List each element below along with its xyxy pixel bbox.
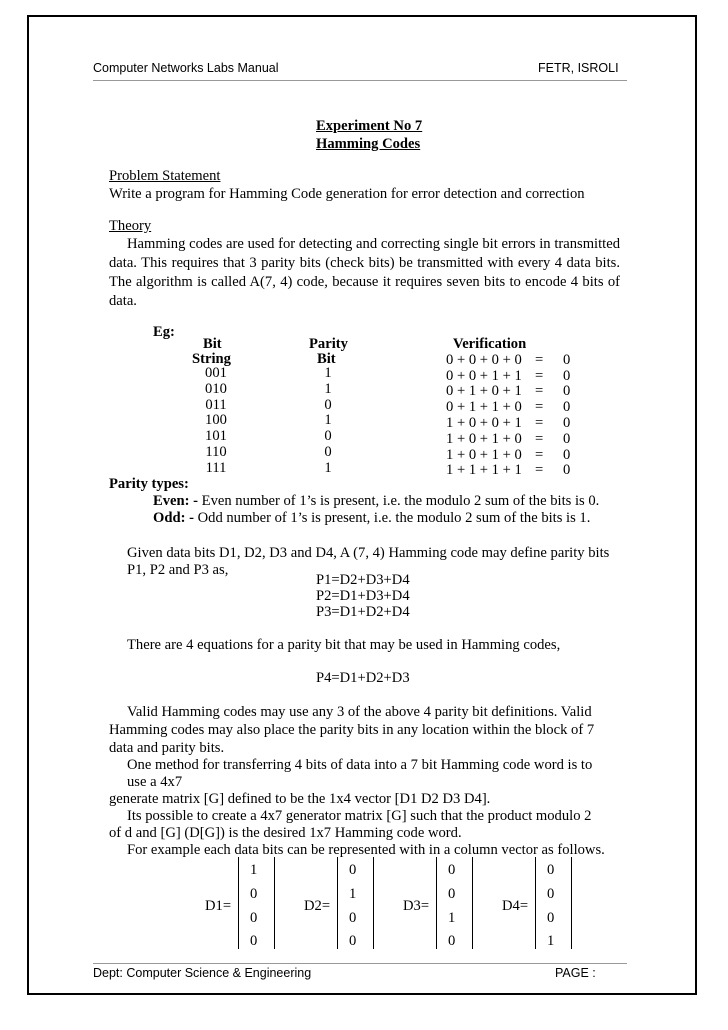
verification-equals: = [535, 383, 544, 400]
vector-right-bracket [472, 857, 473, 949]
verification-result: 0 [563, 446, 571, 463]
footer-page: PAGE : [555, 966, 596, 980]
vector-entry: 1 [250, 862, 258, 878]
parity-cell: 0 [324, 428, 332, 445]
verification-expression: 1 + 0 + 0 + 1 [446, 415, 522, 431]
equation-p4: P4=D1+D2+D3 [316, 670, 410, 686]
parity-cell: 0 [324, 396, 332, 413]
vector-entry: 0 [448, 933, 456, 949]
verification-expression: 0 + 0 + 0 + 0 [446, 351, 522, 368]
problem-text: Write a program for Hamming Code generation for error detection and correction [109, 186, 585, 202]
header-title: Computer Networks Labs Manual [93, 61, 279, 75]
verification-result: 0 [563, 367, 571, 384]
experiment-title: Hamming Codes [316, 136, 421, 152]
verification-result: 0 [563, 399, 571, 416]
valid-line-8: of d and [G] (D[G]) is the desired 1x7 Hamming code word. [109, 825, 462, 841]
verification-expression: 1 + 1 + 1 + 1 [446, 462, 522, 479]
verification-expression: 0 + 1 + 1 + 0 [446, 399, 522, 416]
experiment-number: Experiment No 7 [316, 118, 423, 134]
verification-result: 0 [563, 462, 571, 479]
verification-equals: = [535, 446, 544, 463]
valid-line-4: One method for transferring 4 bits of data into a 7 bit Hamming code word is to [127, 757, 593, 773]
vector-right-bracket [274, 857, 275, 949]
parity-cell: 0 [324, 443, 332, 460]
verification-expression: 1 + 0 + 1 + 0 [446, 446, 522, 463]
vector-entry: 0 [448, 886, 456, 902]
verification-expression: 0 + 1 + 0 + 1 [446, 383, 522, 400]
vector-entry: 0 [250, 886, 258, 902]
parity-even-line [153, 492, 599, 510]
verification-result: 0 [563, 415, 571, 431]
verification-expression: 1 + 0 + 1 + 0 [446, 430, 522, 447]
theory-paragraph [109, 235, 620, 311]
equation-p2: P2=D1+D3+D4 [316, 588, 410, 604]
vector-right-bracket [373, 857, 374, 949]
vector-entry: 0 [448, 862, 456, 878]
parity-odd-label: Odd: - [153, 510, 194, 526]
vector-entry: 0 [349, 862, 357, 878]
verification-result: 0 [563, 430, 571, 447]
vector-entry: 0 [547, 862, 555, 878]
vector-entry: 1 [349, 886, 357, 902]
verification-equals: = [535, 430, 544, 447]
vector-entry: 0 [250, 933, 258, 949]
vector-entry: 0 [349, 910, 357, 926]
col-header-parity: Parity [309, 336, 348, 352]
verification-equals: = [535, 399, 544, 416]
header-rule [93, 80, 627, 81]
bits-cell: 001 [205, 365, 227, 381]
vector-left-bracket [238, 857, 239, 949]
parity-column [318, 366, 338, 477]
vector-left-bracket [436, 857, 437, 949]
bits-cell: 100 [205, 412, 227, 429]
vector-entry: 0 [547, 910, 555, 926]
parity-odd-line [153, 509, 590, 527]
vector-label: D3= [403, 898, 430, 914]
footer-department: Dept: Computer Science & Engineering [93, 966, 312, 980]
equation-p3: P3=D1+D2+D4 [316, 604, 410, 620]
vector-entry: 0 [349, 933, 357, 949]
valid-line-9: For example each data bits can be represented with in a column vector as follows. [127, 842, 605, 858]
valid-line-7: Its possible to create a 4x7 generator matrix [G] such that the product modulo 2 [127, 808, 592, 824]
parity-cell: 1 [324, 365, 332, 381]
vector-right-bracket [571, 857, 572, 949]
verification-result: 0 [563, 351, 571, 368]
col-header-parity-bit: Bit [317, 351, 336, 367]
valid-line-3: data and parity bits. [109, 740, 225, 756]
vector-label: D1= [205, 898, 232, 914]
theory-heading: Theory [109, 218, 152, 234]
vector-label: D4= [502, 898, 529, 914]
footer-rule [93, 963, 627, 964]
parity-cell: 1 [324, 412, 332, 429]
given-line-1: Given data bits D1, D2, D3 and D4, A (7, 4) Hamming code may define parity bits [127, 545, 610, 561]
parity-odd-text: Odd number of 1’s is present, i.e. the modulo 2 sum of the bits is 1. [193, 510, 591, 526]
parity-even-label: Even: - [153, 493, 198, 509]
verification-equals: = [535, 351, 544, 368]
verification-result: 0 [563, 383, 571, 400]
valid-line-1: Valid Hamming codes may use any 3 of the above 4 parity bit definitions. Valid [127, 704, 592, 720]
header-institute: FETR, ISROLI [538, 61, 619, 75]
parity-cell: 1 [324, 459, 332, 476]
problem-heading: Problem Statement [109, 168, 221, 184]
vector-entry: 1 [448, 910, 456, 926]
theory-text: Hamming codes are used for detecting and correcting single bit errors in transmitted data. This requires that 3 parity bits (check bits) be transmitted with every 4 data bits. The algorithm is called A(7, 4) code, because it requires seven bits to encode 4 bits of data. [109, 236, 620, 309]
valid-line-6: generate matrix [G] defined to be the 1x4 vector [D1 D2 D3 D4]. [109, 791, 491, 807]
equation-p1: P1=D2+D3+D4 [316, 572, 410, 588]
bits-cell: 110 [205, 443, 227, 460]
vector-entry: 1 [547, 933, 555, 949]
four-equations-line: There are 4 equations for a parity bit that may be used in Hamming codes, [127, 637, 561, 653]
bits-cell: 011 [205, 396, 227, 413]
parity-even-text: Even number of 1’s is present, i.e. the modulo 2 sum of the bits is 0. [198, 493, 600, 509]
example-label: Eg: [153, 324, 175, 340]
vector-left-bracket [535, 857, 536, 949]
vector-label: D2= [304, 898, 331, 914]
valid-line-2: Hamming codes may also place the parity bits in any location within the block of 7 [109, 722, 595, 738]
bits-column [196, 366, 236, 477]
col-header-string: String [192, 351, 231, 367]
verification-expression: 0 + 0 + 1 + 1 [446, 367, 522, 384]
verification-equals: = [535, 367, 544, 384]
bits-cell: 101 [205, 428, 227, 445]
verification-equals: = [535, 462, 544, 479]
bits-cell: 010 [205, 380, 227, 397]
col-header-bit: Bit [203, 336, 222, 352]
verification-equals: = [535, 415, 544, 431]
vector-entry: 0 [250, 910, 258, 926]
vector-entry: 0 [547, 886, 555, 902]
bits-cell: 111 [205, 459, 227, 476]
parity-cell: 1 [324, 380, 332, 397]
col-header-verification: Verification [453, 336, 527, 352]
valid-line-5: use a 4x7 [127, 774, 183, 790]
given-line-2: P1, P2 and P3 as, [127, 562, 229, 578]
vector-left-bracket [337, 857, 338, 949]
parity-types-heading: Parity types: [109, 476, 189, 492]
